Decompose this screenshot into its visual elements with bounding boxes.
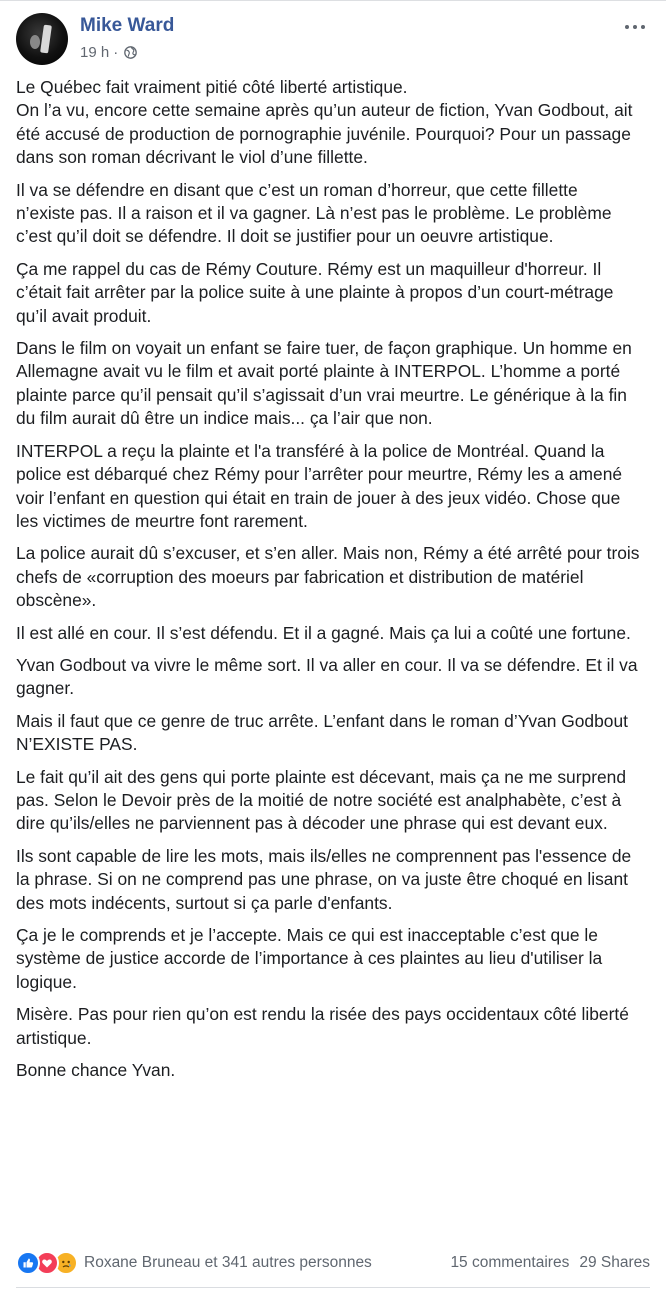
post-paragraph: Il va se défendre en disant que c’est un roman d’horreur, que cette fillette n’existe pas. Il a raison et il va gagner. Là n’est pas le problème. Le problème c’est qu’il doit se défendre. Il doit se justifier pour un oeuvre artistique.	[16, 179, 612, 247]
post-paragraph: Le fait qu’il ait des gens qui porte plainte est décevant, mais ça ne me surprend pas. Selon le Devoir près de la moitié de notre société est analphabète, c’est à dire qu’ils/elles ne parviennent pas à décoder une phrase qui est devant eux.	[16, 766, 626, 834]
post-paragraph: Ils sont capable de lire les mots, mais ils/elles ne comprennent pas l'essence de la phrase. Si on ne comprend pas une phrase, on va juste être choqué en lisant des mots indécents, surtout si ça parle d'enfants.	[16, 845, 632, 913]
post-paragraph: Mais il faut que ce genre de truc arrête. L’enfant dans le roman d’Yvan Godbout N’EXISTE PAS.	[16, 710, 628, 755]
post-paragraph: Bonne chance Yvan.	[16, 1060, 176, 1081]
post-paragraph: INTERPOL a reçu la plainte et l'a transféré à la police de Montréal. Quand la police est débarqué chez Rémy pour l’arrêter pour meurtre, Rémy les a amené voir l’enfant en question qui était en train de jouer à des jeux vidéo. Chose que les victimes de meurtre font rarement.	[16, 440, 623, 531]
like-icon	[16, 1251, 40, 1275]
post-footer	[16, 1251, 650, 1275]
reaction-icons[interactable]	[16, 1251, 78, 1275]
avatar-image-detail	[30, 35, 40, 49]
post-timestamp[interactable]: 19 h	[80, 44, 110, 61]
post-header	[16, 13, 654, 65]
author-name[interactable]: Mike Ward	[80, 15, 175, 36]
avatar[interactable]	[16, 13, 68, 65]
post-paragraph: Yvan Godbout va vivre le même sort. Il va aller en cour. Il va se défendre. Et il va gagner.	[16, 654, 638, 699]
globe-icon[interactable]	[124, 46, 137, 59]
post-meta	[80, 44, 137, 61]
avatar-image-mark	[40, 25, 52, 54]
post-paragraph: Ça me rappel du cas de Rémy Couture. Rémy est un maquilleur d'horreur. Il c’était fait arrêter par la police suite à une plainte à propos d’un court-métrage qu’il avait produit.	[16, 258, 614, 326]
post-paragraph: Le Québec fait vraiment pitié côté liberté artistique. On l’a vu, encore cette semaine après qu’un auteur de fiction, Yvan Godbout, ait été accusé de production de pornographie juvénile. Pourquoi? Pour un passage dans son roman décrivant le viol d’une fillette.	[16, 77, 633, 168]
more-options-icon[interactable]	[622, 17, 648, 37]
post-paragraph: Ça je le comprends et je l’accepte. Mais ce qui est inacceptable c’est que le système de justice accorde de l’importance à ces plaintes au lieu d'utiliser la logique.	[16, 925, 603, 992]
footer-divider	[16, 1287, 650, 1288]
post-paragraph: Il est allé en cour. Il s’est défendu. Et il a gagné. Mais ça lui a coûté une fortune.	[16, 622, 631, 643]
post-body	[16, 76, 641, 1091]
comments-count[interactable]: 15 commentaires	[450, 1254, 570, 1271]
meta-separator: ·	[113, 44, 119, 61]
reactions-summary[interactable]: Roxane Bruneau et 341 autres personnes	[84, 1254, 372, 1271]
shares-count[interactable]: 29 Shares	[579, 1254, 650, 1271]
post-paragraph: Dans le film on voyait un enfant se faire tuer, de façon graphique. Un homme en Allemagne avait vu le film et avait porté plainte à INTERPOL. L’homme a porté plainte parce qu’il pensait qu’il s’agissait d’un vrai meurtre. Le générique à la fin du film aurait dû être un indice mais... ça l’air que non.	[16, 338, 632, 429]
post-paragraph: La police aurait dû s’excuser, et s’en aller. Mais non, Rémy a été arrêté pour trois chefs de «corruption des moeurs par fabrication et distribution de matériel obscène».	[16, 543, 640, 611]
post-paragraph: Misère. Pas pour rien qu’on est rendu la risée des pays occidentaux côté liberté artistique.	[16, 1004, 629, 1048]
